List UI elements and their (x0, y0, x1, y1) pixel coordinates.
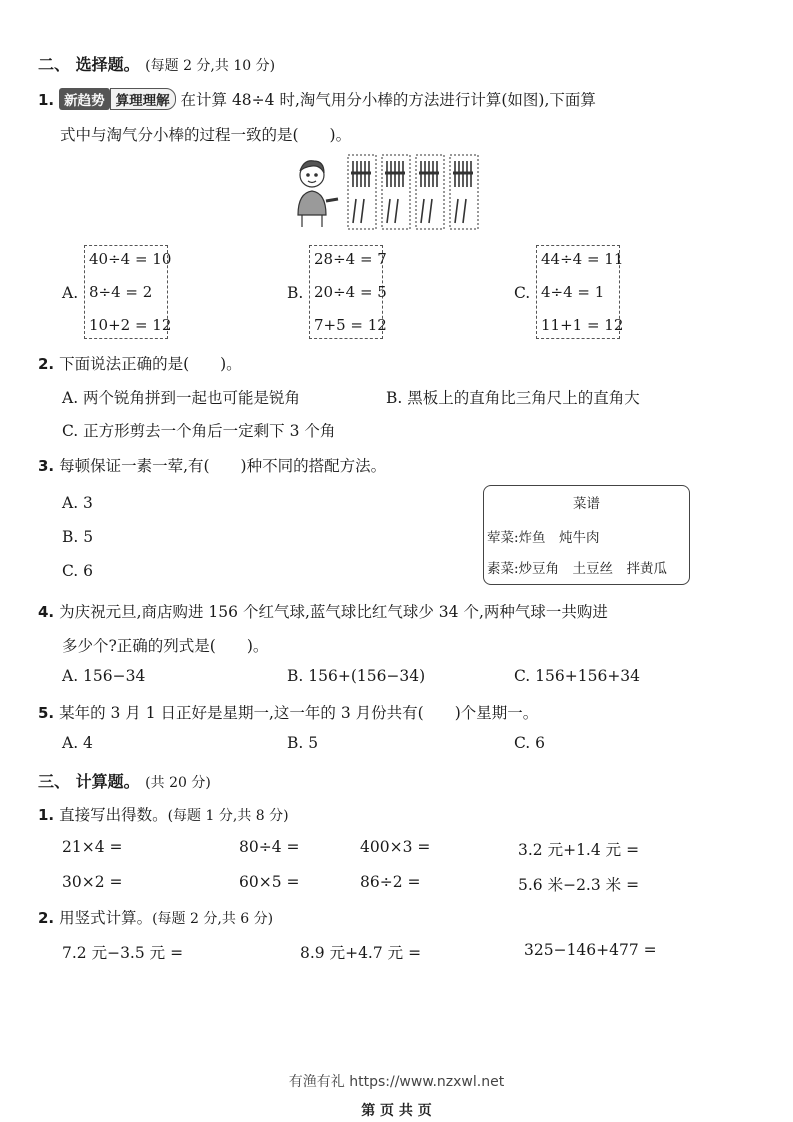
option-c-label: C. (514, 284, 531, 302)
question-text-continued: 多少个?正确的列式是( )。 (62, 637, 269, 655)
boy-with-sticks-illustration (290, 153, 480, 233)
vertical-calc-item[interactable]: 7.2 元−3.5 元 = (62, 944, 184, 962)
question-text: 每顿保证一素一荤,有( )种不同的搭配方法。 (59, 457, 387, 475)
option-a-line: 40÷4 = 10 (89, 250, 172, 268)
option-c[interactable]: C. 156+156+34 (514, 667, 641, 685)
stick-bundles-icon (348, 155, 478, 229)
calc-item[interactable]: 80÷4 = (239, 838, 300, 856)
option-b-label: B. (287, 284, 304, 302)
option-b[interactable]: B. 5 (62, 528, 94, 546)
question-4 (38, 600, 608, 622)
option-c-box[interactable] (536, 245, 624, 339)
option-a-line: 10+2 = 12 (89, 316, 172, 334)
option-b[interactable]: B. 黑板上的直角比三角尺上的直角大 (386, 389, 640, 407)
vertical-calc-item[interactable]: 325−146+477 = (524, 941, 657, 959)
page-number: 第 页 共 页 (361, 1103, 432, 1119)
section-2-note: (每题 2 分,共 10 分) (145, 58, 276, 74)
option-b[interactable]: B. 5 (287, 734, 319, 752)
calc-item[interactable]: 5.6 米−2.3 米 = (518, 876, 640, 894)
question-text-continued: 式中与淘气分小棒的过程一致的是( )。 (60, 126, 352, 144)
option-a-label: A. (62, 284, 79, 302)
vertical-calc-item[interactable]: 8.9 元+4.7 元 = (300, 944, 422, 962)
calc-item[interactable]: 86÷2 = (360, 873, 421, 891)
question-2 (38, 352, 242, 374)
question-5 (38, 701, 538, 723)
option-c[interactable]: C. 正方形剪去一个角后一定剩下 3 个角 (62, 422, 336, 440)
option-b-line: 20÷4 = 5 (314, 283, 387, 301)
calc-question-2 (38, 906, 273, 928)
watermark-text: 有渔有礼 https://www.nzxwl.net (288, 1074, 505, 1090)
question-note: (每题 2 分,共 6 分) (152, 911, 274, 927)
option-a-line: 8÷4 = 2 (89, 283, 153, 301)
calc-item[interactable]: 30×2 = (62, 873, 123, 891)
option-c[interactable]: C. 6 (514, 734, 546, 752)
question-number: 2. (38, 909, 55, 927)
question-number: 3. (38, 457, 55, 475)
question-number: 1. (38, 806, 55, 824)
question-number: 5. (38, 704, 55, 722)
option-a[interactable]: A. 3 (62, 494, 93, 512)
trend-tag: 新趋势 (59, 88, 110, 110)
menu-card (483, 485, 690, 585)
menu-title: 菜谱 (573, 496, 600, 512)
section-3-note: (共 20 分) (145, 775, 211, 791)
calc-item[interactable]: 21×4 = (62, 838, 123, 856)
topic-tag: 算理理解 (110, 88, 176, 110)
calc-question-1 (38, 803, 289, 825)
question-text: 某年的 3 月 1 日正好是星期一,这一年的 3 月份共有( )个星期一。 (59, 704, 539, 722)
question-note: (每题 1 分,共 8 分) (167, 808, 289, 824)
question-number: 4. (38, 603, 55, 621)
boy-icon (298, 161, 338, 227)
option-c[interactable]: C. 6 (62, 562, 94, 580)
calc-item[interactable]: 400×3 = (360, 838, 431, 856)
option-b-box[interactable] (309, 245, 387, 339)
menu-vegetable-dishes: 素菜:炒豆角 土豆丝 拌黄瓜 (487, 561, 668, 577)
option-b-line: 28÷4 = 7 (314, 250, 387, 268)
calc-item[interactable]: 60×5 = (239, 873, 300, 891)
option-a-box[interactable] (84, 245, 172, 339)
question-1 (38, 88, 596, 110)
option-c-line: 44÷4 = 11 (541, 250, 624, 268)
calc-item[interactable]: 3.2 元+1.4 元 = (518, 841, 640, 859)
question-text: 在计算 48÷4 时,淘气用分小棒的方法进行计算(如图),下面算 (180, 91, 596, 109)
section-3-title: 三、 计算题。 (38, 772, 140, 791)
option-a[interactable]: A. 4 (62, 734, 93, 752)
option-c-line: 11+1 = 12 (541, 316, 624, 334)
option-c-line: 4÷4 = 1 (541, 283, 605, 301)
section-2-heading (38, 52, 275, 75)
option-a[interactable]: A. 两个锐角拼到一起也可能是锐角 (62, 389, 301, 407)
question-text: 用竖式计算。 (59, 909, 153, 927)
question-text: 下面说法正确的是( )。 (59, 355, 242, 373)
section-3-heading (38, 769, 211, 792)
question-3 (38, 454, 386, 476)
question-text: 直接写出得数。 (59, 806, 168, 824)
option-b[interactable]: B. 156+(156−34) (287, 667, 426, 685)
question-number: 1. (38, 91, 55, 109)
menu-meat-dishes: 荤菜:炸鱼 炖牛肉 (487, 530, 600, 546)
question-number: 2. (38, 355, 55, 373)
section-2-title: 二、 选择题。 (38, 55, 140, 74)
question-text: 为庆祝元旦,商店购进 156 个红气球,蓝气球比红气球少 34 个,两种气球一共购进 (59, 603, 608, 621)
option-b-line: 7+5 = 12 (314, 316, 387, 334)
option-a[interactable]: A. 156−34 (62, 667, 146, 685)
